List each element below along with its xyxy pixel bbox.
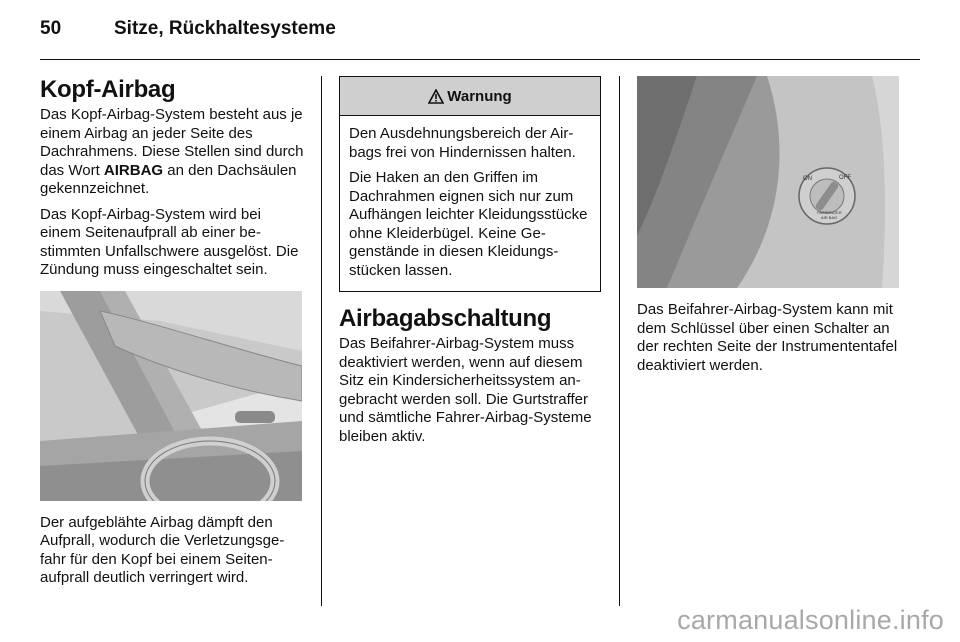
section-heading-airbagabschaltung: Airbagabschaltung bbox=[339, 305, 552, 332]
section-heading-kopf-airbag: Kopf-Airbag bbox=[40, 76, 176, 103]
text-run: Das Kopf-Airbag-System besteht aus je einem Airbag an jeder Seite des Dachrahmens. Diese Stellen sind durch das Wort bbox=[40, 106, 304, 179]
text-run: an den Dachsäulen gekennzeichnet. bbox=[40, 161, 297, 197]
column-switch bbox=[637, 76, 900, 382]
paragraph-kopf-airbag-intro bbox=[40, 106, 305, 199]
switch-label-on: ON bbox=[803, 176, 812, 182]
switch-label-passenger: PASSENGER bbox=[817, 210, 842, 215]
warning-title: Warnung bbox=[447, 87, 512, 105]
airbag-switch-photo bbox=[637, 76, 899, 288]
warning-header bbox=[340, 77, 600, 116]
chapter-title: Sitze, Rückhaltesysteme bbox=[114, 18, 336, 39]
warning-paragraph-2: Die Haken an den Griffen im Dachrahmen eignen sich nur zum Aufhängen leichter Kleidungsstücke ohne Kleiderbügel. Keine Gegenstände in diesen Kleidungsstücken lassen. bbox=[349, 169, 588, 279]
paragraph-switch: Das Beifahrer-Airbag-System kann mit dem Schlüssel über einen Schalter an der rechten Seite der Instrumententafel deaktiviert werden. bbox=[637, 301, 898, 374]
head-airbag-photo bbox=[40, 291, 302, 501]
warning-triangle-icon bbox=[428, 89, 444, 104]
column-warning-deactivation bbox=[339, 76, 601, 453]
warning-box bbox=[339, 76, 601, 292]
page-number: 50 bbox=[40, 18, 62, 39]
column-divider-right bbox=[619, 76, 620, 606]
column-divider-left bbox=[321, 76, 322, 606]
switch-label-airbag: AIR BAG bbox=[821, 215, 838, 220]
warning-body bbox=[340, 116, 600, 291]
header-rule bbox=[40, 59, 920, 60]
paragraph-kopf-airbag-trigger: Das Kopf-Airbag-System wird bei einem Seitenaufprall ab einer bestimmten Unfallschwere ausgelöst. Die Zündung muss eingeschaltet sein. bbox=[40, 205, 299, 278]
paragraph-airbag-caption: Der aufgeblähte Airbag dämpft den Aufprall, wodurch die Verletzungsgefahr für den Kopf bei einem Seitenaufprall deutlich verringert wird. bbox=[40, 513, 285, 586]
paragraph-airbagabschaltung: Das Beifahrer-Airbag-System muss deaktiviert werden, wenn auf diesem Sitz ein Kindersicherheitssystem angebracht werden soll. Die Gurtstraffer und sämtliche Fahrer-Airbag-Systeme bleiben aktiv. bbox=[339, 335, 592, 445]
switch-label-off: OFF bbox=[839, 175, 851, 181]
watermark: carmanualsonline.info bbox=[677, 605, 944, 635]
airbag-term: AIRBAG bbox=[103, 161, 164, 179]
page-header bbox=[40, 18, 920, 58]
column-head-airbag bbox=[40, 76, 305, 595]
warning-paragraph-1: Den Ausdehnungsbereich der Airbags frei von Hindernissen halten. bbox=[349, 125, 576, 161]
